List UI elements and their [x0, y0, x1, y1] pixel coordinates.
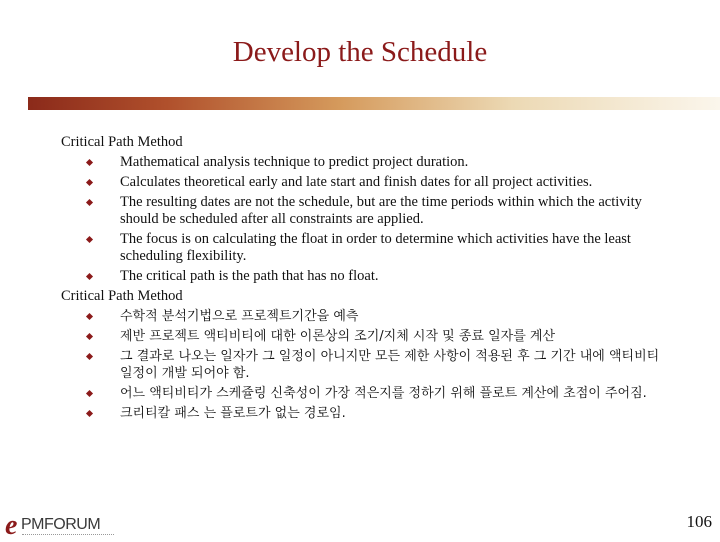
diamond-bullet-icon: [86, 199, 93, 206]
bullet-item: [120, 328, 661, 345]
diamond-bullet-icon: [86, 273, 93, 280]
diamond-bullet-icon: [86, 179, 93, 186]
diamond-bullet-icon: [86, 313, 93, 320]
bullet-text: 크리티칼 패스 는 플로트가 없는 경로임.: [120, 406, 346, 421]
diamond-bullet-icon: [86, 236, 93, 243]
diamond-bullet-icon: [86, 353, 93, 360]
bullet-item: [120, 348, 661, 382]
bullet-text: 제반 프로젝트 액티비티에 대한 이론상의 조기/지체 시작 및 종료 일자를 계산: [120, 329, 556, 344]
diamond-bullet-icon: [86, 159, 93, 166]
bullet-list-korean: [61, 308, 661, 422]
section-heading: Critical Path Method: [61, 134, 183, 150]
bullet-item: [120, 174, 661, 191]
bullet-text: The resulting dates are not the schedule, but are the time periods within which the activity should be scheduled after all constraints are applied.: [120, 194, 642, 227]
bullet-item: [120, 405, 661, 422]
bullet-item: [120, 308, 661, 325]
pmforum-logo: [5, 512, 115, 540]
section-heading: Critical Path Method: [61, 288, 183, 304]
bullet-item: [120, 268, 661, 285]
bullet-list-english: [61, 154, 661, 285]
logo-e-mark: e: [5, 510, 18, 541]
bullet-item: [120, 231, 661, 265]
bullet-text: 수학적 분석기법으로 프로젝트기간을 예측: [120, 309, 359, 324]
bullet-text: Mathematical analysis technique to predict project duration.: [120, 154, 469, 170]
slide-title: Develop the Schedule: [232, 36, 488, 68]
logo-tagline-decoration: [22, 534, 114, 538]
bullet-text: 그 결과로 나오는 일자가 그 일정이 아니지만 모든 제한 사항이 적용된 후 그 기간 내에 액티비티 일정이 개발 되어야 함.: [120, 349, 660, 381]
logo-wordmark: PMFORUM: [21, 516, 101, 533]
bullet-item: [120, 154, 661, 171]
bullet-item: [120, 385, 661, 402]
bullet-text: The focus is on calculating the float in order to determine which activities have the least scheduling flexibility.: [120, 231, 631, 264]
bullet-text: 어느 액티비티가 스케쥴링 신축성이 가장 적은지를 정하기 위해 플로트 계산에 초점이 주어짐.: [120, 386, 647, 401]
diamond-bullet-icon: [86, 333, 93, 340]
bullet-item: [120, 194, 661, 228]
diamond-bullet-icon: [86, 410, 93, 417]
diamond-bullet-icon: [86, 390, 93, 397]
title-divider: [28, 97, 720, 110]
page-number: 106: [686, 512, 712, 531]
slide-content: [61, 134, 661, 425]
bullet-text: Calculates theoretical early and late start and finish dates for all project activities.: [120, 174, 593, 190]
bullet-text: The critical path is the path that has no float.: [120, 268, 379, 284]
